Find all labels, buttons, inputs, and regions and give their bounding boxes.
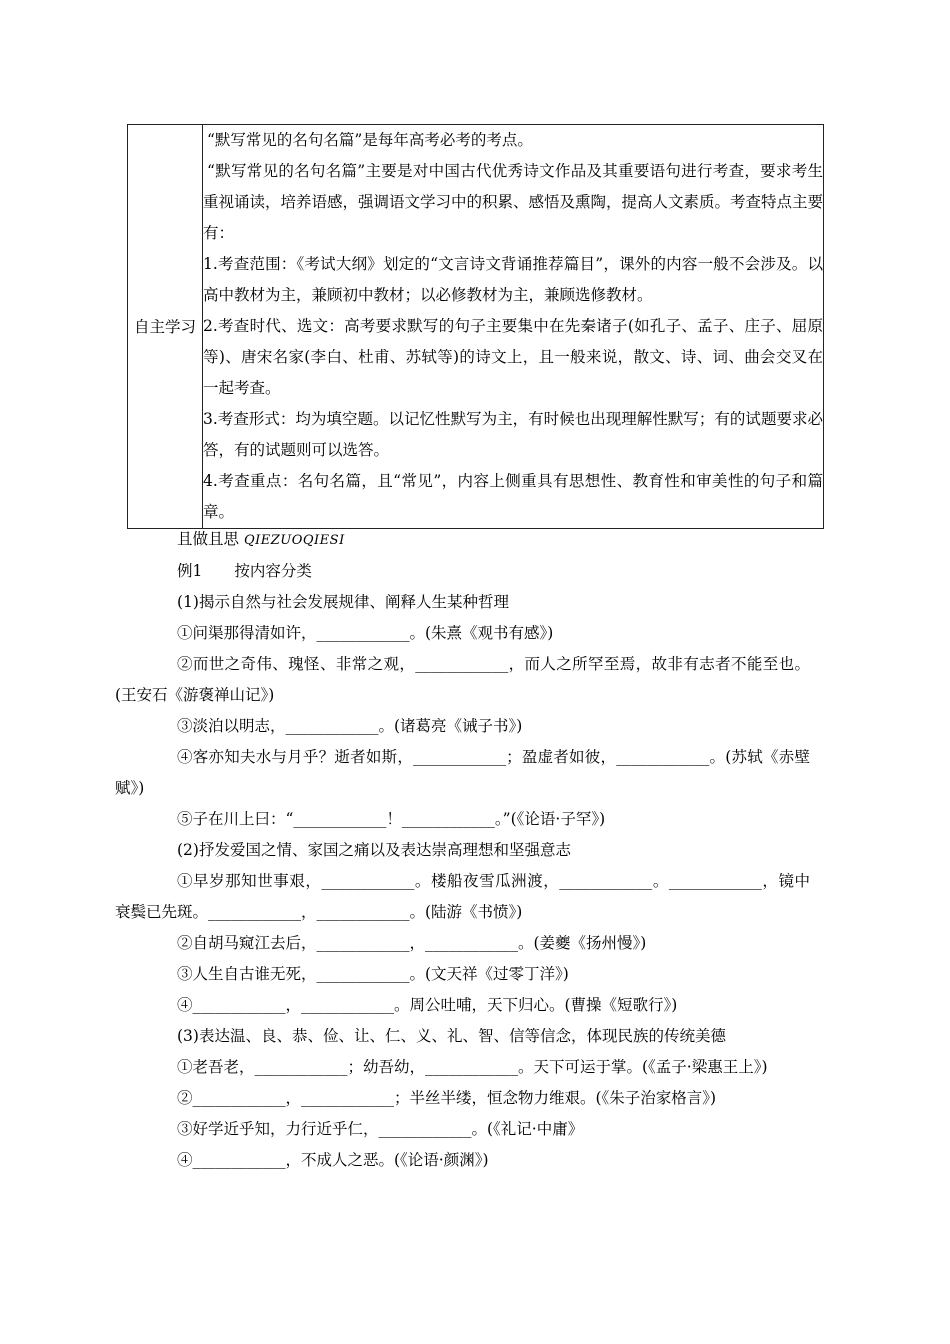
question-2-1: ①早岁那知世事艰，____________。楼船夜雪瓜洲渡，____________。____________，镜中衰鬓已先斑。____________，____________。(陆游《书愤》): [115, 872, 810, 921]
question-1-3: ③淡泊以明志，____________。(诸葛亮《诫子书》): [177, 717, 523, 735]
category-3: (3)表达温、良、恭、俭、让、仁、义、礼、智、信等信念，体现民族的传统美德: [177, 1027, 726, 1045]
feature-scope: 1.考查范围：《考试大纲》划定的“文言诗文背诵推荐篇目”，课外的内容一般不会涉及。以高中教材为主，兼顾初中教材；以必修教材为主，兼顾选修教材。: [203, 255, 823, 304]
self-study-table: [127, 124, 824, 529]
feature-era: 2.考查时代、选文：高考要求默写的句子主要集中在先秦诸子(如孔子、孟子、庄子、屈原等)、唐宋名家(李白、杜甫、苏轼等)的诗文上，且一般来说，散文、诗、词、曲会交叉在一起考查。: [203, 317, 823, 397]
self-study-content: [203, 125, 824, 529]
intro-paragraph-2: “默写常见的名句名篇”主要是对中国古代优秀诗文作品及其重要语句进行考查，要求考生重视诵读，培养语感，强调语文学习中的积累、感悟及熏陶，提高人文素质。考查特点主要有：: [203, 162, 824, 242]
category-2: (2)抒发爱国之情、家国之痛以及表达崇高理想和坚强意志: [177, 841, 571, 859]
feature-form: 3.考查形式：均为填空题。以记忆性默写为主，有时候也出现理解性默写；有的试题要求必答，有的试题则可以选答。: [203, 410, 823, 459]
section-title: 且做且思: [177, 530, 240, 548]
question-3-1: ①老吾老，____________；幼吾幼，____________。天下可运于掌。(《孟子·梁惠王上》): [177, 1058, 768, 1076]
example-label: 例1: [177, 562, 203, 580]
question-3-2: ②____________，____________；半丝半缕，恒念物力维艰。(《朱子治家格言》): [177, 1089, 717, 1107]
question-1-5: ⑤子在川上曰：“____________！____________。”(《论语·子罕》): [177, 810, 606, 828]
feature-focus: 4.考查重点：名句名篇，且“常见”，内容上侧重具有思想性、教育性和审美性的句子和篇章。: [203, 472, 823, 521]
self-study-label: 自主学习: [128, 125, 203, 529]
example-heading: [115, 556, 810, 587]
category-1: (1)揭示自然与社会发展规律、阐释人生某种哲理: [177, 593, 509, 611]
section-pinyin: QIEZUOQIESI: [243, 533, 345, 548]
question-3-4: ④____________，不成人之恶。(《论语·颜渊》): [177, 1151, 489, 1169]
question-2-4: ④____________，____________。周公吐哺，天下归心。(曹操《短歌行》): [177, 996, 678, 1014]
example-title: 按内容分类: [234, 562, 312, 580]
exercise-section: [115, 524, 810, 1176]
question-2-2: ②自胡马窥江去后，____________，____________。(姜夔《扬州慢》): [177, 934, 647, 952]
question-1-2: ②而世之奇伟、瑰怪、非常之观，____________，而人之所罕至焉，故非有志者不能至也。(王安石《游褒禅山记》): [115, 655, 810, 704]
question-2-3: ③人生自古谁无死，____________。(文天祥《过零丁洋》): [177, 965, 569, 983]
intro-paragraph-1: “默写常见的名句名篇”是每年高考必考的考点。: [207, 131, 533, 149]
question-1-4: ④客亦知夫水与月乎？逝者如斯，____________；盈虚者如彼，____________。(苏轼《赤壁赋》): [115, 748, 810, 797]
question-3-3: ③好学近乎知，力行近乎仁，____________。(《礼记·中庸》: [177, 1120, 584, 1138]
section-heading: [115, 524, 810, 556]
question-1-1: ①问渠那得清如许，____________。(朱熹《观书有感》): [177, 624, 554, 642]
